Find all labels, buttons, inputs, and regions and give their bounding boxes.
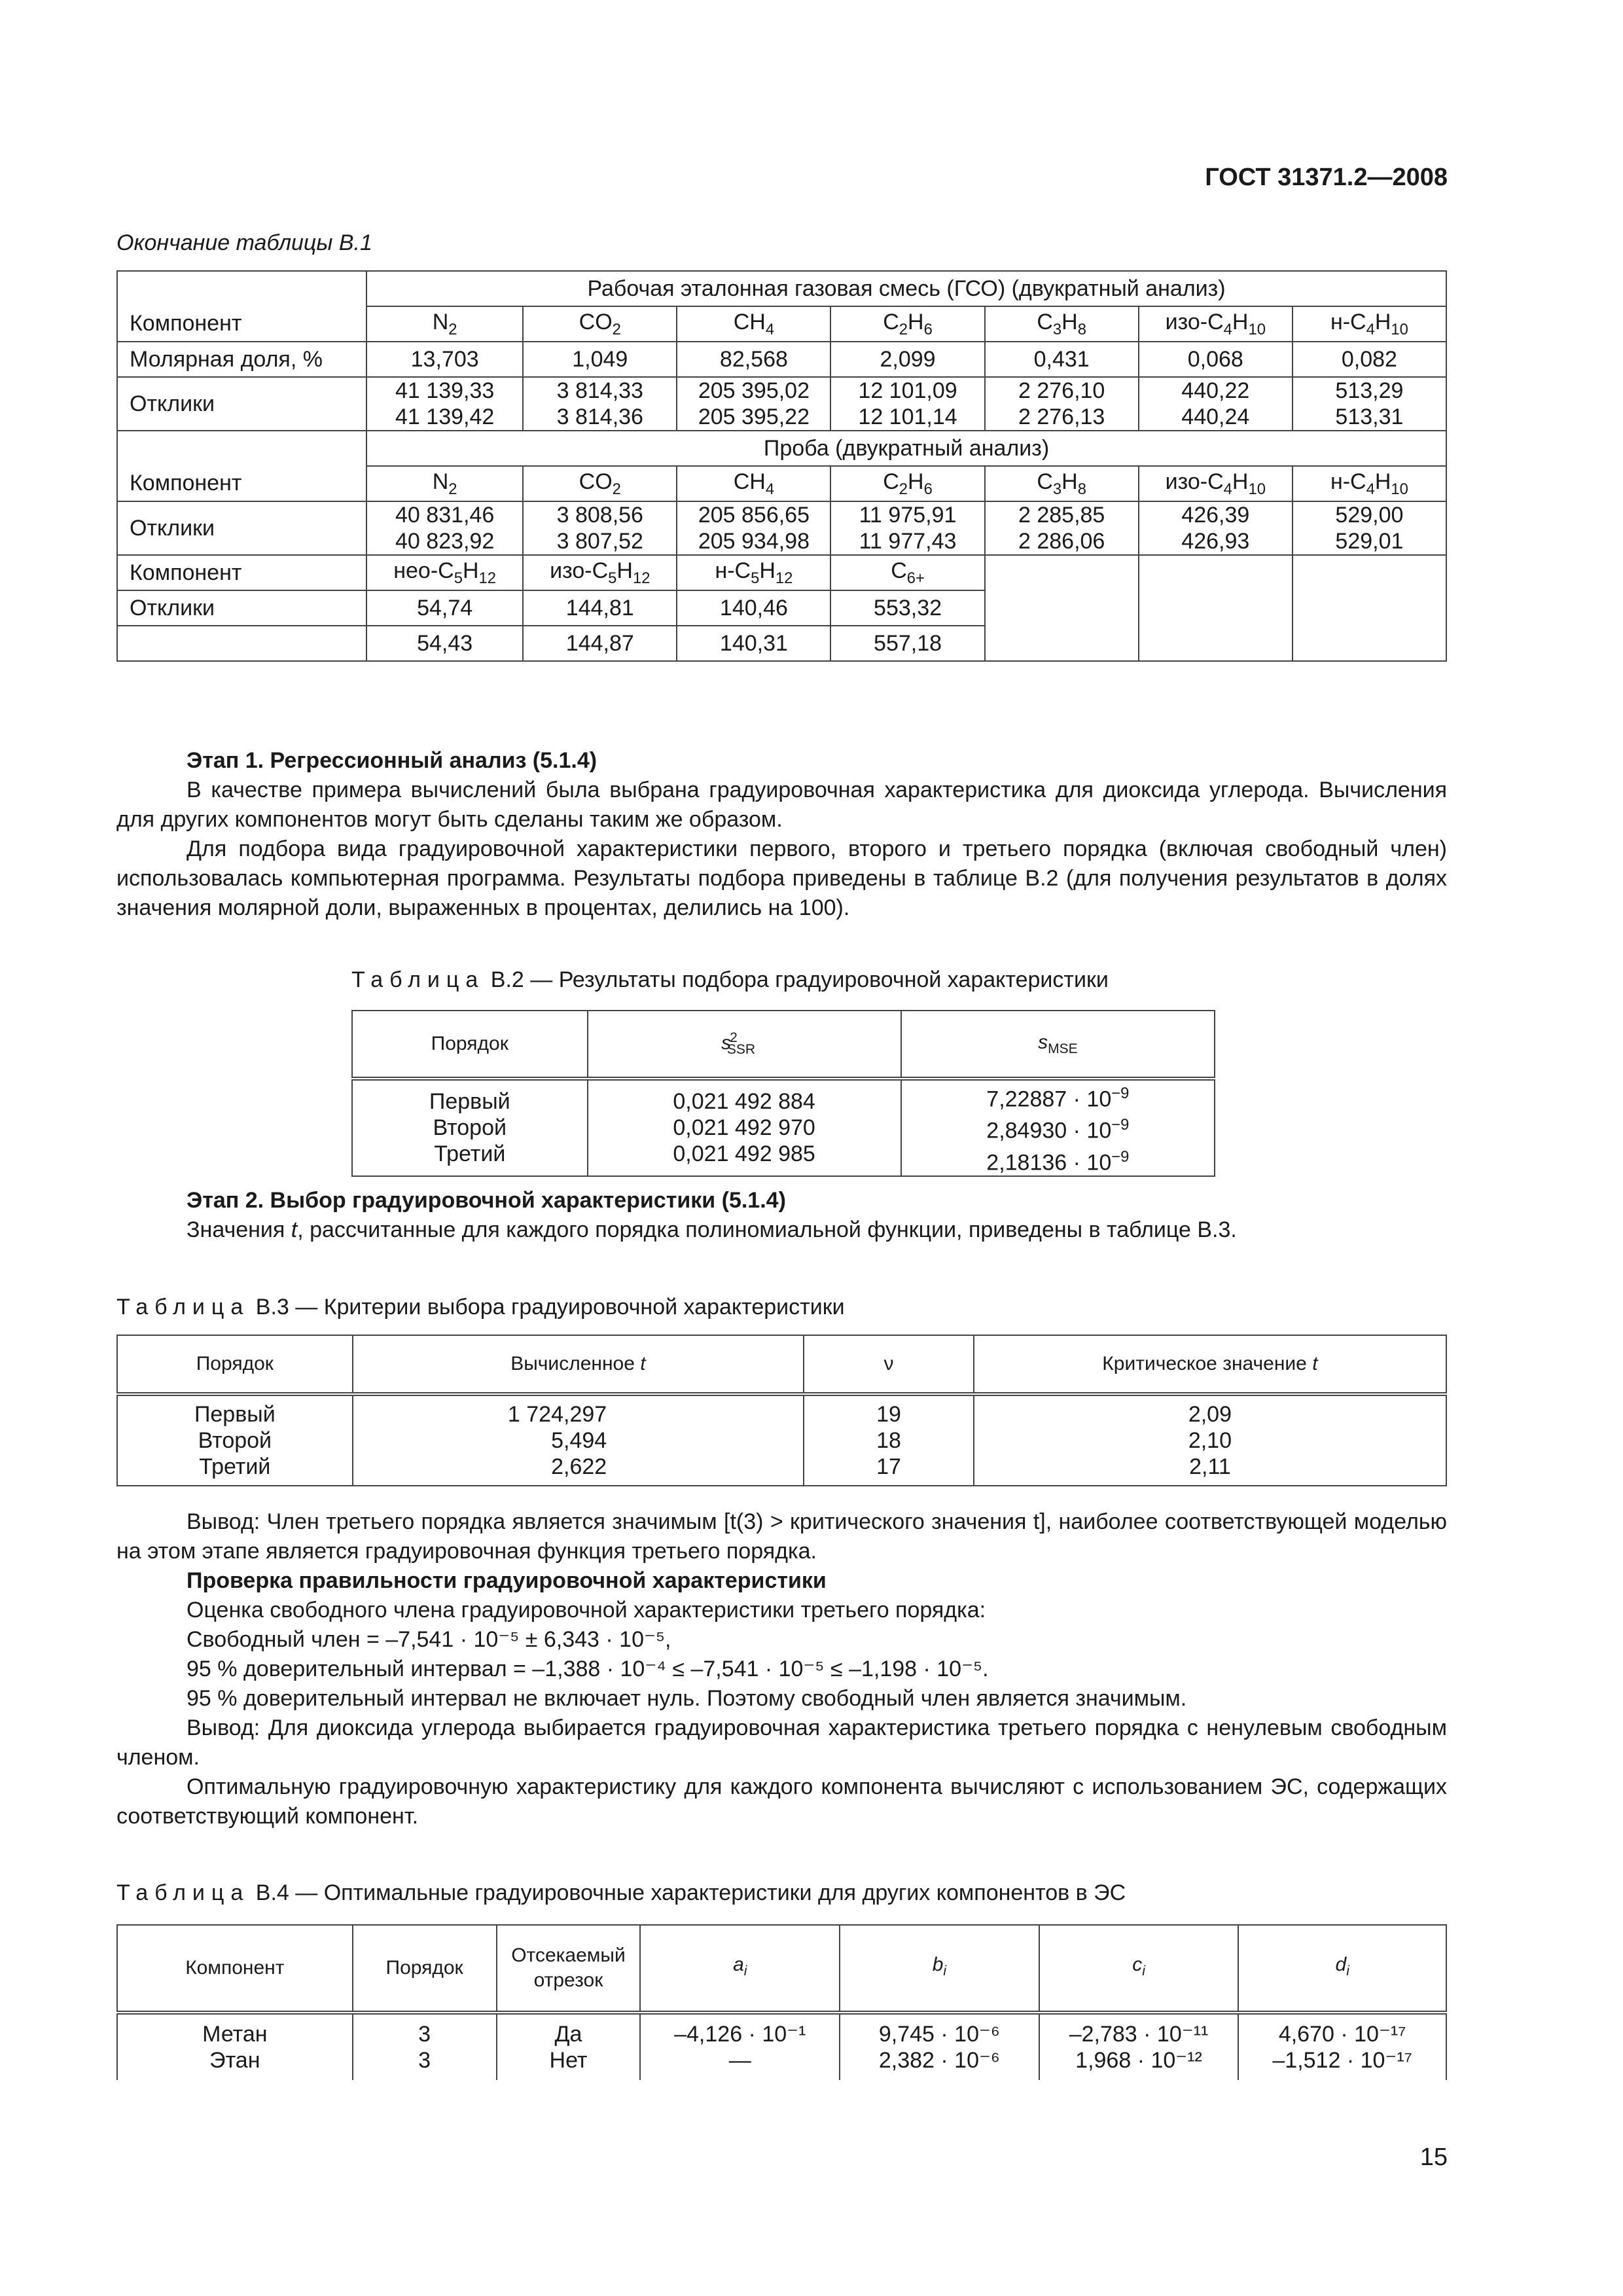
gso-title: Рабочая эталонная газовая смесь (ГСО) (двукратный анализ) xyxy=(366,271,1446,306)
stage2-heading: Этап 2. Выбор градуировочной характеристики (5.1.4) xyxy=(187,1188,786,1213)
stage1-paragraph-2: Для подбора вида градуировочной характеристики первого, второго и третьего порядка (включая свободный член) использовалась компьютерная программа. Результаты подбора приведены в таблице В.2 (для получения результатов в долях значения молярной доли, выраженных в процентах, делились на 100). xyxy=(116,836,1447,920)
stage2-paragraph: Значения t, рассчитанные для каждого порядка полиномиальной функции, приведены в таблице В.3. xyxy=(187,1217,1237,1242)
conclusion-paragraph-4: 95 % доверительный интервал = –1,388 · 10⁻⁴ ≤ –7,541 · 10⁻⁵ ≤ –1,198 · 10⁻⁵. xyxy=(187,1657,989,1681)
page-number: 15 xyxy=(1419,2144,1448,2171)
verification-heading: Проверка правильности градуировочной характеристики xyxy=(187,1568,827,1593)
table-b4-caption: Таблица В.4 — Оптимальные градуировочные характеристики для других компонентов в ЭС xyxy=(116,1880,1126,1905)
probe-title: Проба (двукратный анализ) xyxy=(366,431,1446,466)
table-row: Компонент $N_2$ $CO_2$ $CH_4$ $C_2H_6$ $C_3H_8$ изо-$C_4H_{10}$ $н-C_4H_{10}$ xyxy=(117,306,1446,342)
conclusion-paragraph-6: Вывод: Для диоксида углерода выбирается градуировочная характеристика третьего порядка с ненулевым свободным членом. xyxy=(116,1715,1447,1770)
stage1-paragraph-1: В качестве примера вычислений была выбрана градуировочная характеристика для диоксида углерода. Вычисления для других компонентов могут быть сделаны таким же образом. xyxy=(116,778,1447,832)
conclusion-paragraph-5: 95 % доверительный интервал не включает нуль. Поэтому свободный член является значимым. xyxy=(187,1686,1187,1711)
conclusion-paragraph-2: Оценка свободного члена градуировочной характеристики третьего порядка: xyxy=(187,1598,986,1623)
standard-number: ГОСТ 31371.2—2008 xyxy=(1205,164,1448,191)
conclusion-paragraph-3: Свободный член = –7,541 · 10⁻⁵ ± 6,343 · 10⁻⁵, xyxy=(187,1627,671,1652)
table-row: Первый Второй Третий 1 724,297 5,494 2,622 19 18 17 2,09 2,10 2,11 xyxy=(117,1394,1446,1486)
table-row: Первый Второй Третий 0,021 492 884 0,021 492 970 0,021 492 985 $7,22887 \cdot 10^{-9}$ $2,84930 \cdot 10^{-9}$ $2,18136 \cdot 10^{-9}$ xyxy=(352,1079,1215,1176)
table-row: Компонент нео-$C_5H_{12}$ изо-$C_5H_{12}$ $н-C_5H_{12}$ $C_{6+}$ xyxy=(117,555,1446,590)
table-row: Отклики 54,74 144,81 140,46 553,32 xyxy=(117,590,1446,626)
table-b2: Порядок $s^2_{SSR}$ $s_{MSE}$ Первый Второй Третий 0,021 492 884 0,021 492 970 0,021 492 985 $7,22887 \cdot 10^{-9}$ $2,84930 \cdot 10^{-9}$ $2,18136 \cdot 10^{-9}$ xyxy=(351,1010,1215,1177)
table-row: Молярная доля, % 13,703 1,049 82,568 2,099 0,431 0,068 0,082 xyxy=(117,342,1446,377)
table-b2-caption: Таблица В.2 — Результаты подбора градуировочной характеристики xyxy=(351,967,1109,992)
table-row: Компонент $N_2$ $CO_2$ $CH_4$ $C_2H_6$ $C_3H_8$ изо-$C_4H_{10}$ $н-C_4H_{10}$ xyxy=(117,466,1446,501)
table-row: Отклики 40 831,46 40 823,92 3 808,56 3 807,52 205 856,65 205 934,98 11 975,91 11 977,43 2 285,85 2 286,06 426,39 426,93 529,00 529,01 xyxy=(117,501,1446,555)
table-b4: Компонент Порядок Отсекаемый отрезок $a_i$ $b_i$ $c_i$ $d_i$ Метан Этан 3 3 Да Нет –4,126 · 10⁻¹ — 9,745 · 10⁻⁶ 2,382 · 10⁻⁶ –2,783 · 10⁻¹¹ 1,968 · 10⁻¹² 4,670 · 10⁻¹⁷ –1,512 · 10⁻¹⁷ xyxy=(116,1924,1447,2080)
table-b1 xyxy=(116,270,1447,662)
table-b3: Порядок Вычисленное t ν Критическое значение t Первый Второй Третий 1 724,297 5,494 2,622 19 18 17 2,09 2,10 2,11 xyxy=(116,1335,1447,1486)
conclusion-paragraph-1: Вывод: Член третьего порядка является значимым [t(3) > критического значения t], наиболее соответствующей моделью на этом этапе является градуировочная функция третьего порядка. xyxy=(116,1509,1447,1564)
table-row: Метан Этан 3 3 Да Нет –4,126 · 10⁻¹ — 9,745 · 10⁻⁶ 2,382 · 10⁻⁶ –2,783 · 10⁻¹¹ 1,968 · 10⁻¹² 4,670 · 10⁻¹⁷ –1,512 · 10⁻¹⁷ xyxy=(117,2013,1446,2080)
conclusion-paragraph-7: Оптимальную градуировочную характеристику для каждого компонента вычисляют с использованием ЭС, содержащих соответствующий компонент. xyxy=(116,1774,1447,1829)
stage1-heading: Этап 1. Регрессионный анализ (5.1.4) xyxy=(187,748,597,773)
table-row: Отклики 41 139,33 41 139,42 3 814,33 3 814,36 205 395,02 205 395,22 12 101,09 12 101,14 2 276,10 2 276,13 440,22 440,24 513,29 513,31 xyxy=(117,377,1446,431)
table-row: 54,43 144,87 140,31 557,18 xyxy=(117,626,1446,661)
table-b3-caption: Таблица В.3 — Критерии выбора градуировочной характеристики xyxy=(116,1295,845,1319)
table-b1-caption: Окончание таблицы В.1 xyxy=(116,230,372,255)
